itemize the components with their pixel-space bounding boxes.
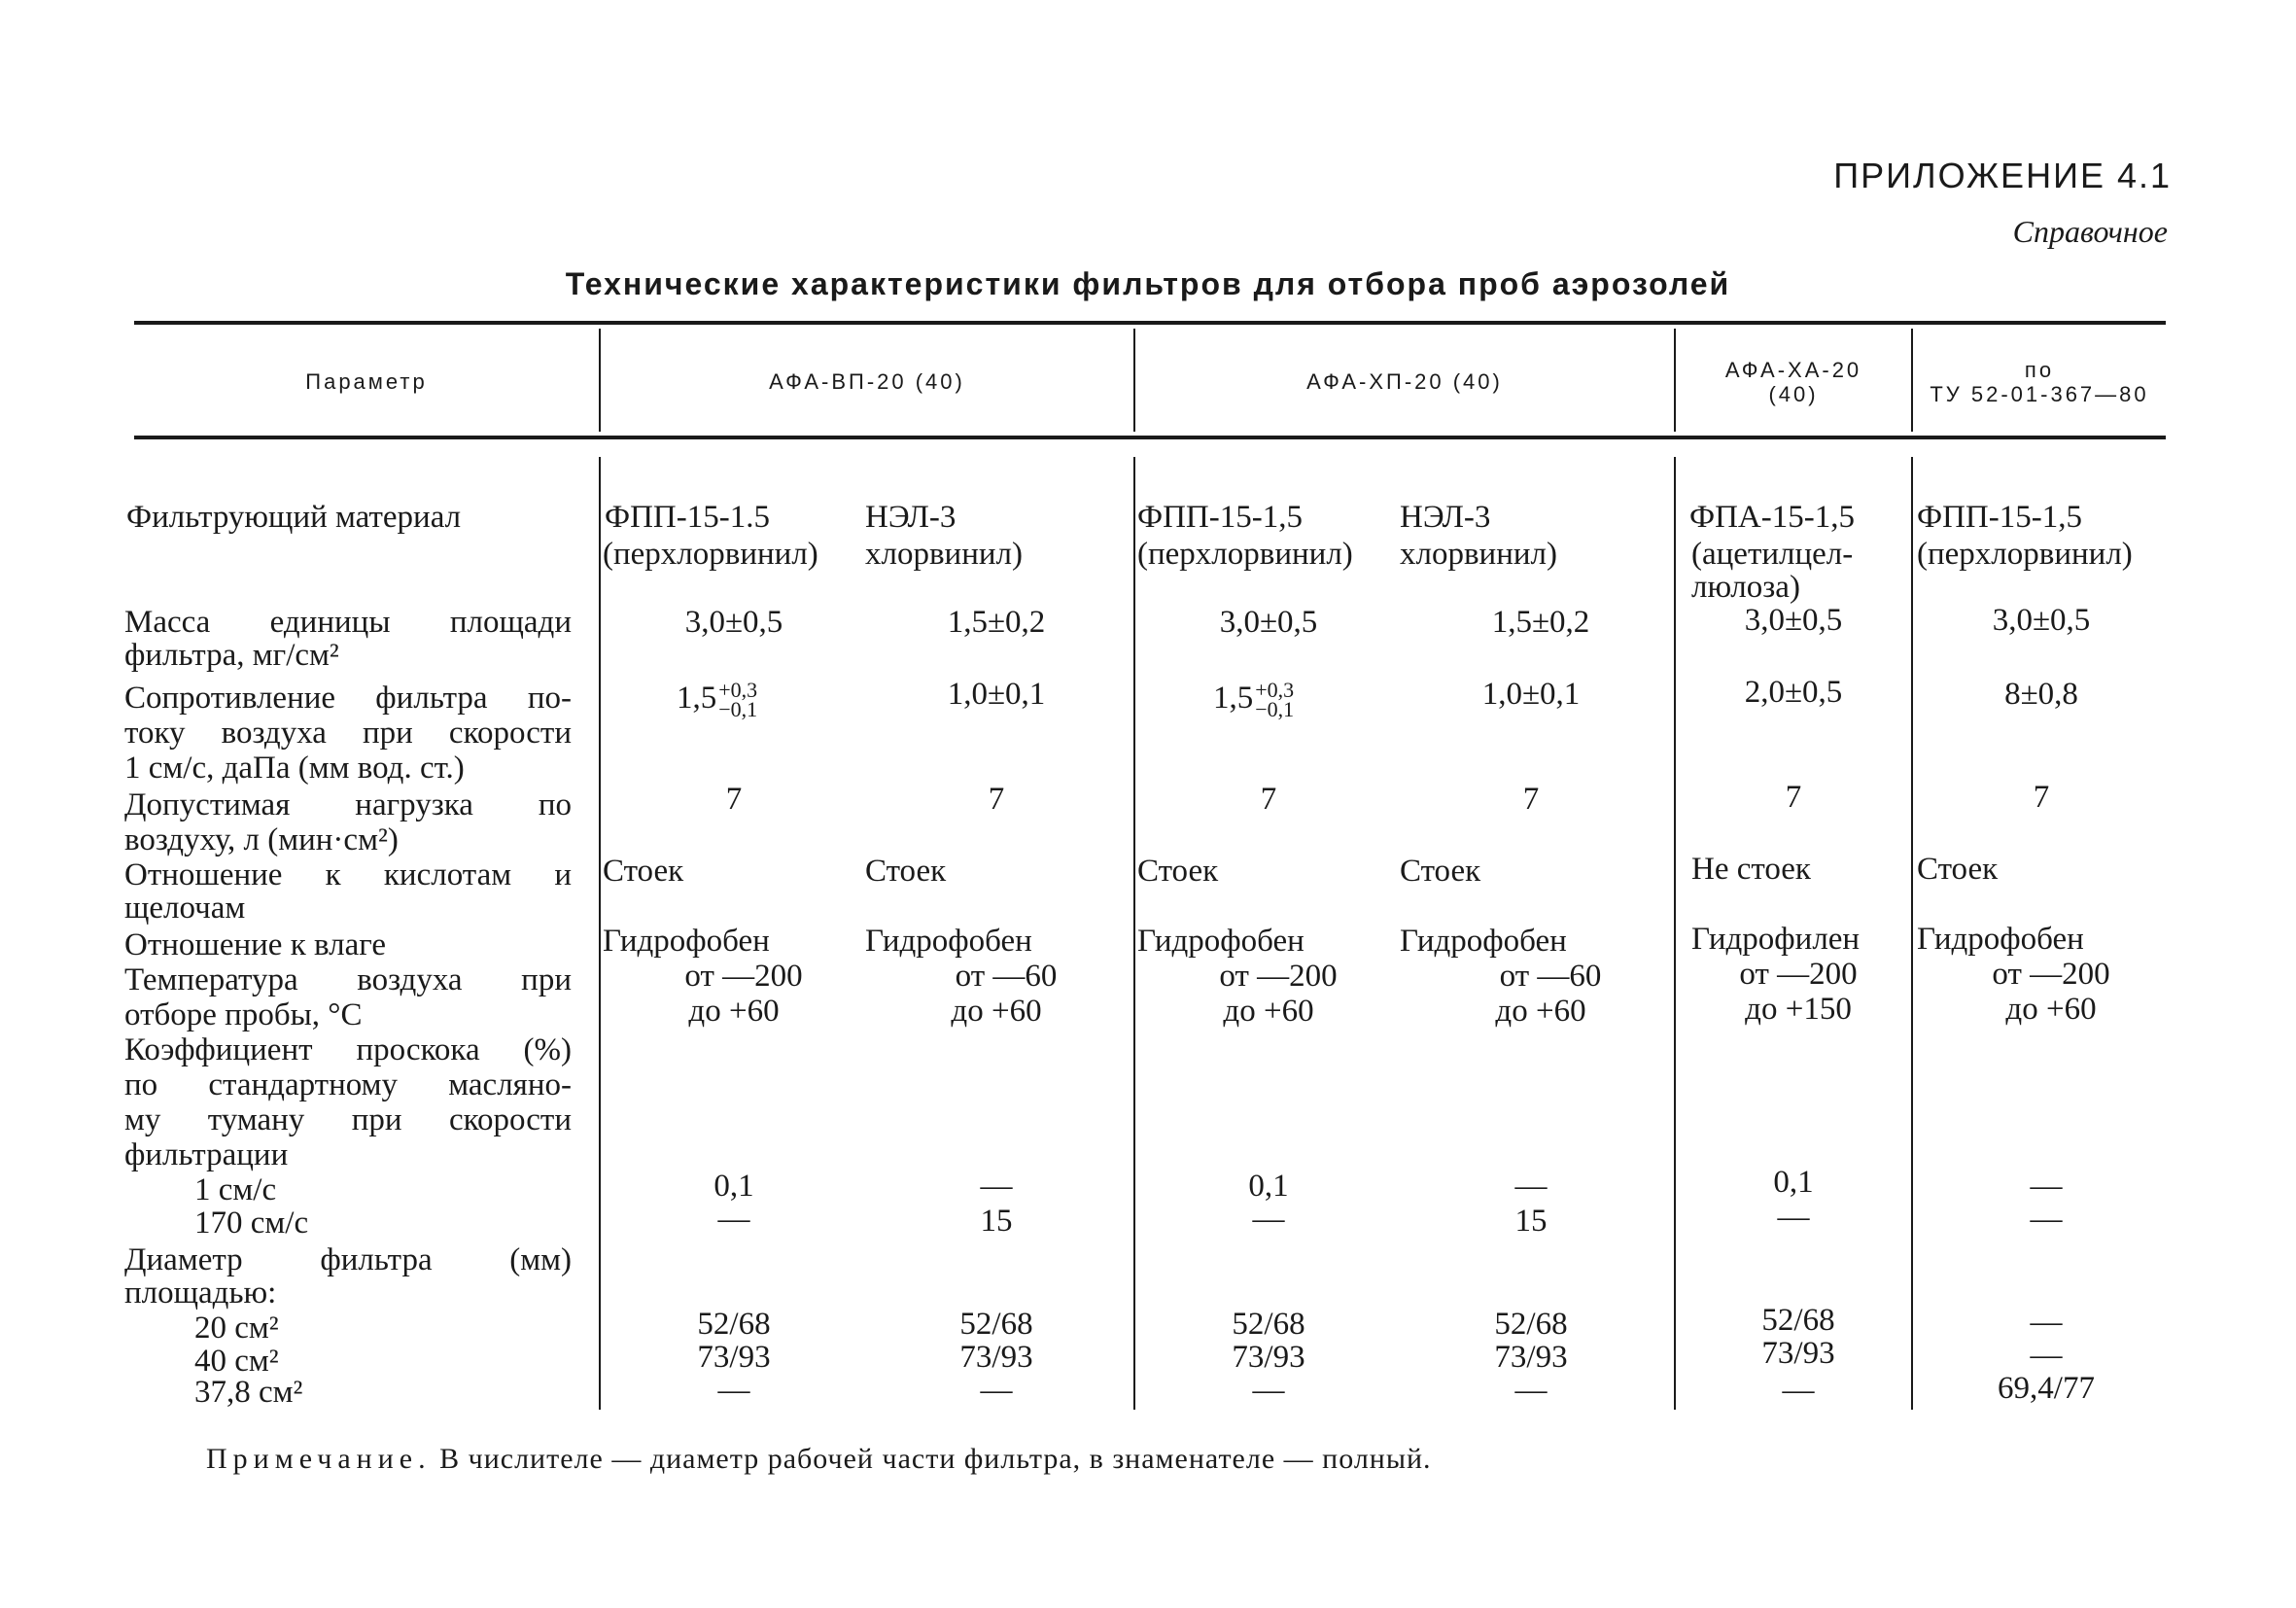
diameter-r1-c6: — [2030, 1305, 2063, 1340]
label-mass-line2: фильтра, мг/см² [124, 638, 339, 673]
temperature-c4-from: от —60 [1499, 959, 1602, 994]
label-breakthrough-line4: фильтрации [124, 1137, 289, 1172]
table-title: Технические характеристики фильтров для отбора проб аэрозолей [565, 266, 1731, 301]
resistance-c3 [1213, 678, 1295, 722]
label-moisture: Отношение к влаге [124, 927, 386, 962]
diameter-r3-c4: — [1514, 1373, 1548, 1408]
label-resistance-line3: 1 см/с, даПа (мм вод. ст.) [124, 751, 465, 786]
temperature-c1-from: от —200 [684, 959, 803, 994]
resistance-c1 [677, 678, 758, 722]
label-load-line1: Допустимая нагрузка по [124, 787, 572, 822]
resistance-c5: 2,0±0,5 [1744, 675, 1843, 710]
resistance-c1-upper: +0,3 [718, 678, 758, 703]
diameter-r2-c5: 73/93 [1761, 1336, 1835, 1371]
material-c1-line2: (перхлорвинил) [603, 537, 818, 572]
header-tu [1915, 329, 2164, 436]
label-acids-line1: Отношение к кислотам и [124, 857, 572, 892]
header-afa-ha-line2: (40) [1768, 382, 1819, 406]
temperature-c4-to: до +60 [1495, 994, 1586, 1029]
breakthrough-r1-c4: — [1514, 1169, 1548, 1204]
col-divider-4 [1911, 329, 1913, 432]
header-afa-hp: АФА-ХП-20 (40) [1306, 369, 1503, 395]
breakthrough-r1-c2: — [980, 1169, 1013, 1204]
label-breakthrough-line2: по стандартному масляно- [124, 1067, 572, 1102]
footnote-prefix: Примечание. [206, 1443, 432, 1475]
breakthrough-r2-c3: — [1252, 1202, 1285, 1237]
material-c5-line3: люлоза) [1691, 570, 1800, 605]
material-c4-line1: НЭЛ-3 [1400, 500, 1491, 535]
diameter-r1-c3: 52/68 [1232, 1307, 1305, 1342]
breakthrough-r2-c1: — [717, 1202, 750, 1237]
breakthrough-r2-c2: 15 [980, 1204, 1013, 1239]
mass-c4: 1,5±0,2 [1491, 605, 1590, 640]
material-c5-line2: (ацетилцел- [1691, 537, 1854, 572]
appendix-label: ПРИЛОЖЕНИЕ 4.1 [1833, 156, 2172, 195]
label-resistance-line1: Сопротивление фильтра по- [124, 681, 572, 716]
header-afa-vp: АФА-ВП-20 (40) [769, 369, 965, 395]
breakthrough-r2-c4: 15 [1514, 1204, 1548, 1239]
diameter-r3-c2: — [980, 1373, 1013, 1408]
load-c5: 7 [1785, 780, 1802, 815]
diameter-r3-c1: — [717, 1373, 750, 1408]
moisture-c6: Гидрофобен [1917, 922, 2084, 957]
header-tu-line2: ТУ 52-01-367—80 [1930, 382, 2149, 406]
resistance-c3-base: 1,5 [1213, 681, 1254, 716]
acids-c5: Не стоек [1691, 852, 1811, 887]
label-resistance-line2: току воздуха при скорости [124, 716, 572, 751]
diameter-r2-c4: 73/93 [1494, 1340, 1568, 1375]
material-c2-line2: хлорвинил) [865, 537, 1023, 572]
moisture-c1: Гидрофобен [603, 924, 770, 959]
diameter-r2-c3: 73/93 [1232, 1340, 1305, 1375]
temperature-c5-from: от —200 [1739, 957, 1858, 992]
label-temperature-line1: Температура воздуха при [124, 962, 572, 997]
mass-c2: 1,5±0,2 [947, 605, 1046, 640]
breakthrough-r1-c1: 0,1 [713, 1169, 754, 1204]
label-acids-line2: щелочам [124, 891, 246, 926]
material-c3-line2: (перхлорвинил) [1137, 537, 1353, 572]
acids-c2: Стоек [865, 854, 947, 889]
label-breakthrough-line1: Коэффициент проскока (%) [124, 1032, 572, 1067]
material-c4-line2: хлорвинил) [1400, 537, 1557, 572]
breakthrough-r2-c5: — [1777, 1200, 1810, 1235]
temperature-c3-to: до +60 [1223, 994, 1314, 1029]
breakthrough-r2-c6: — [2030, 1202, 2063, 1237]
temperature-c5-to: до +150 [1745, 992, 1852, 1027]
resistance-c6: 8±0,8 [2004, 677, 2078, 712]
temperature-c6-from: от —200 [1992, 957, 2110, 992]
reference-label: Справочное [2012, 214, 2168, 249]
body-divider-1 [599, 457, 601, 1410]
temperature-c1-to: до +60 [688, 994, 780, 1029]
breakthrough-speed-2: 170 см/с [194, 1206, 309, 1241]
footnote-text: В числителе — диаметр рабочей части фильтра, в знаменателе — полный. [431, 1443, 1432, 1475]
acids-c3: Стоек [1137, 854, 1219, 889]
mass-c6: 3,0±0,5 [1992, 603, 2091, 638]
load-c4: 7 [1522, 782, 1540, 817]
label-breakthrough-line3: му туману при скорости [124, 1102, 572, 1137]
temperature-c3-from: от —200 [1219, 959, 1338, 994]
label-diameter-line1: Диаметр фильтра (мм) [124, 1242, 572, 1277]
col-divider-2 [1133, 329, 1135, 432]
moisture-c3: Гидрофобен [1137, 924, 1305, 959]
body-divider-3 [1674, 457, 1676, 1410]
moisture-c4: Гидрофобен [1400, 924, 1567, 959]
diameter-r1-c4: 52/68 [1494, 1307, 1568, 1342]
table-header-rule [134, 436, 2166, 439]
header-parameter: Параметр [305, 369, 428, 395]
header-tu-line1: по [2024, 357, 2055, 382]
temperature-c6-to: до +60 [2005, 992, 2097, 1027]
material-c1-line1: ФПП-15-1.5 [605, 500, 770, 535]
mass-c3: 3,0±0,5 [1219, 605, 1318, 640]
col-divider-3 [1674, 329, 1676, 432]
diameter-area-3: 37,8 см² [194, 1375, 303, 1410]
header-afa-ha-line1: АФА-ХА-20 [1724, 357, 1862, 382]
diameter-r2-c6: — [2030, 1338, 2063, 1373]
diameter-r2-c2: 73/93 [959, 1340, 1033, 1375]
resistance-c1-lower: −0,1 [718, 697, 758, 722]
diameter-r1-c2: 52/68 [959, 1307, 1033, 1342]
label-diameter-line2: площадью: [124, 1276, 277, 1311]
material-c6-line2: (перхлорвинил) [1917, 537, 2133, 572]
breakthrough-r1-c5: 0,1 [1773, 1165, 1814, 1200]
moisture-c2: Гидрофобен [865, 924, 1032, 959]
diameter-r3-c5: — [1782, 1373, 1815, 1408]
resistance-c2: 1,0±0,1 [947, 677, 1046, 712]
label-load-line2: воздуху, л (мин·см²) [124, 822, 399, 857]
acids-c4: Стоек [1400, 854, 1481, 889]
breakthrough-r1-c6: — [2030, 1169, 2063, 1204]
label-material: Фильтрующий материал [126, 500, 462, 535]
load-c6: 7 [2033, 780, 2050, 815]
breakthrough-r1-c3: 0,1 [1248, 1169, 1289, 1204]
breakthrough-speed-1: 1 см/с [194, 1172, 277, 1207]
temperature-c2-from: от —60 [955, 959, 1058, 994]
footnote [206, 1443, 1432, 1476]
material-c6-line1: ФПП-15-1,5 [1917, 500, 2082, 535]
label-temperature-line2: отборе пробы, °С [124, 997, 363, 1032]
temperature-c2-to: до +60 [951, 994, 1042, 1029]
diameter-area-1: 20 см² [194, 1311, 279, 1346]
diameter-r3-c3: — [1252, 1373, 1285, 1408]
body-divider-2 [1133, 457, 1135, 1410]
resistance-c3-lower: −0,1 [1255, 697, 1295, 722]
mass-c5: 3,0±0,5 [1744, 603, 1843, 638]
diameter-r2-c1: 73/93 [697, 1340, 771, 1375]
load-c1: 7 [725, 782, 743, 817]
diameter-r1-c5: 52/68 [1761, 1303, 1835, 1338]
material-c5-line1: ФПА-15-1,5 [1689, 500, 1855, 535]
material-c2-line1: НЭЛ-3 [865, 500, 957, 535]
col-divider-1 [599, 329, 601, 432]
diameter-r3-c6: 69,4/77 [1998, 1371, 2095, 1406]
resistance-c1-base: 1,5 [677, 681, 717, 716]
acids-c1: Стоек [603, 854, 684, 889]
label-mass-line1: Масса единицы площади [124, 605, 572, 640]
mass-c1: 3,0±0,5 [684, 605, 783, 640]
acids-c6: Стоек [1917, 852, 1999, 887]
material-c3-line1: ФПП-15-1,5 [1137, 500, 1303, 535]
load-c2: 7 [988, 782, 1005, 817]
diameter-r1-c1: 52/68 [697, 1307, 771, 1342]
diameter-area-2: 40 см² [194, 1344, 279, 1379]
resistance-c4: 1,0±0,1 [1481, 677, 1581, 712]
table-top-rule [134, 321, 2166, 325]
moisture-c5: Гидрофилен [1691, 922, 1861, 957]
resistance-c3-upper: +0,3 [1255, 678, 1295, 703]
body-divider-4 [1911, 457, 1913, 1410]
load-c3: 7 [1260, 782, 1277, 817]
header-afa-ha [1678, 329, 1909, 436]
